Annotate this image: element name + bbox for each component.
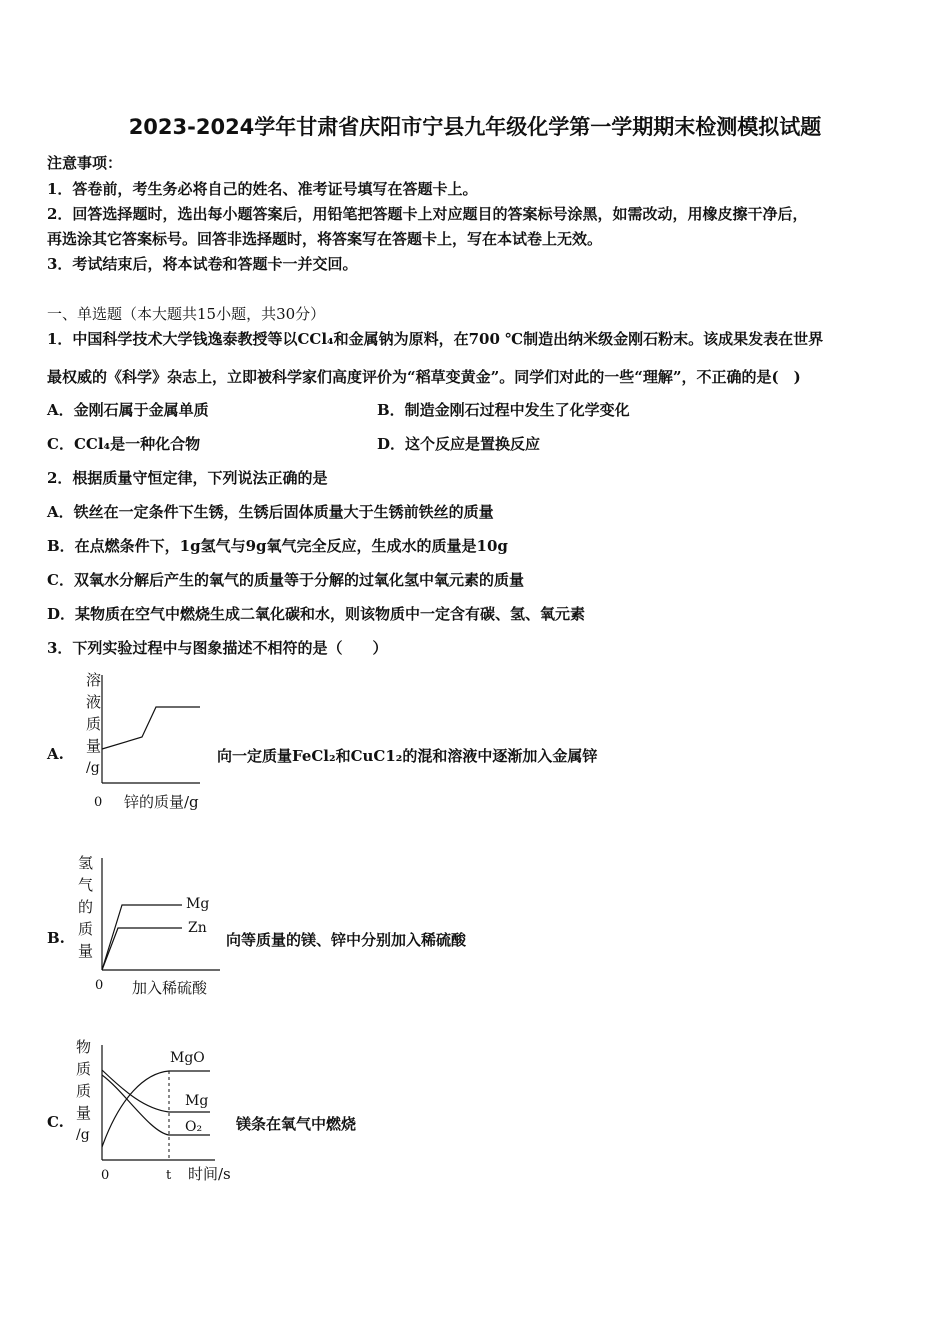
series-label: O₂ [185, 1119, 203, 1135]
y-label-char: 氢 [78, 854, 94, 872]
q3-option-c-text: 镁条在氧气中燃烧 [236, 1115, 357, 1133]
series-label: MgO [170, 1050, 205, 1066]
q3-option-c-letter: C. [47, 1113, 64, 1131]
q3-option-a-text: 向一定质量FeCl₂和CuC1₂的混和溶液中逐渐加入金属锌 [217, 747, 598, 765]
y-label-char: /g [86, 760, 100, 776]
y-label-char: /g [76, 1127, 90, 1143]
q3-option-b-letter: B. [47, 929, 65, 947]
x-axis-label: 时间/s [188, 1165, 231, 1183]
q1-option-a: A．金刚石属于金属单质 [47, 401, 209, 419]
notice-item: 3．考试结束后，将本试卷和答题卡一并交回。 [47, 255, 358, 273]
y-label-char: 溶 [86, 671, 102, 689]
y-label-char: 量 [86, 737, 102, 755]
y-label-char: 气 [78, 876, 94, 894]
q2-option-a: A．铁丝在一定条件下生锈，生锈后固体质量大于生锈前铁丝的质量 [47, 503, 494, 521]
notice-item: 1．答卷前，考生务必将自己的姓名、准考证号填写在答题卡上。 [47, 180, 478, 198]
question-2-stem: 2．根据质量守恒定律，下列说法正确的是 [47, 469, 328, 487]
y-label-char: 质 [86, 715, 102, 733]
curve-zn [102, 928, 182, 970]
series-label: Mg [186, 896, 210, 912]
notice-heading: 注意事项： [47, 154, 123, 172]
q3-option-b-text: 向等质量的镁、锌中分别加入稀硫酸 [226, 931, 467, 949]
x-axis-label: 锌的质量/g [124, 793, 199, 811]
q3-graph-b [70, 850, 230, 1004]
origin-label: 0 [94, 795, 103, 810]
q1-option-c: C．CCl₄是一种化合物 [47, 435, 201, 453]
y-label-char: 的 [78, 898, 94, 916]
y-label-char: 质 [76, 1082, 92, 1100]
y-label-char: 液 [86, 693, 102, 711]
y-label-char: 质 [76, 1060, 92, 1078]
y-label-char: 质 [78, 920, 94, 938]
series-label: Mg [185, 1093, 209, 1109]
q3-graph-a [70, 665, 210, 819]
page-title: 2023-2024学年甘肃省庆阳市宁县九年级化学第一学期期末检测模拟试题 [128, 115, 822, 139]
y-label-char: 量 [78, 942, 94, 960]
curve [102, 707, 200, 749]
q3-option-a-letter: A. [47, 745, 64, 763]
y-label-char: 量 [76, 1104, 92, 1122]
q1-option-d: D．这个反应是置换反应 [377, 435, 541, 453]
origin-label: 0 [95, 978, 104, 993]
notice-item: 2．回答选择题时，选出每小题答案后，用铅笔把答题卡上对应题目的答案标号涂黑，如需改动，用橡皮擦干净后， [47, 205, 808, 223]
q2-option-c: C．双氧水分解后产生的氧气的质量等于分解的过氧化氢中氧元素的质量 [47, 571, 524, 589]
q1-option-b: B．制造金刚石过程中发生了化学变化 [377, 401, 630, 419]
series-label: Zn [188, 920, 207, 936]
origin-label: 0 [101, 1168, 110, 1183]
q2-option-d: D．某物质在空气中燃烧生成二氧化碳和水，则该物质中一定含有碳、氢、氧元素 [47, 605, 586, 623]
question-1-stem: 1．中国科学技术大学钱逸泰教授等以CCl₄和金属钠为原料，在700 ℃制造出纳米级金刚石粉末。该成果发表在世界 [47, 330, 824, 348]
section-heading: 一、单选题（本大题共15小题，共30分） [47, 305, 326, 323]
question-3-stem: 3．下列实验过程中与图象描述不相符的是（ ） [47, 639, 388, 657]
x-axis-label: 加入稀硫酸 [132, 979, 208, 997]
question-1-stem-cont: 最权威的《科学》杂志上，立即被科学家们高度评价为“稻草变黄金”。同学们对此的一些“理解”，不正确的是( ) [47, 368, 801, 386]
q3-graph-c [70, 1037, 240, 1191]
q2-option-b: B．在点燃条件下，1g氢气与9g氧气完全反应，生成水的质量是10g [47, 537, 508, 555]
y-label-char: 物 [76, 1038, 92, 1056]
notice-item: 再选涂其它答案标号。回答非选择题时，将答案写在答题卡上，写在本试卷上无效。 [47, 230, 603, 248]
tick-label: t [166, 1168, 172, 1183]
